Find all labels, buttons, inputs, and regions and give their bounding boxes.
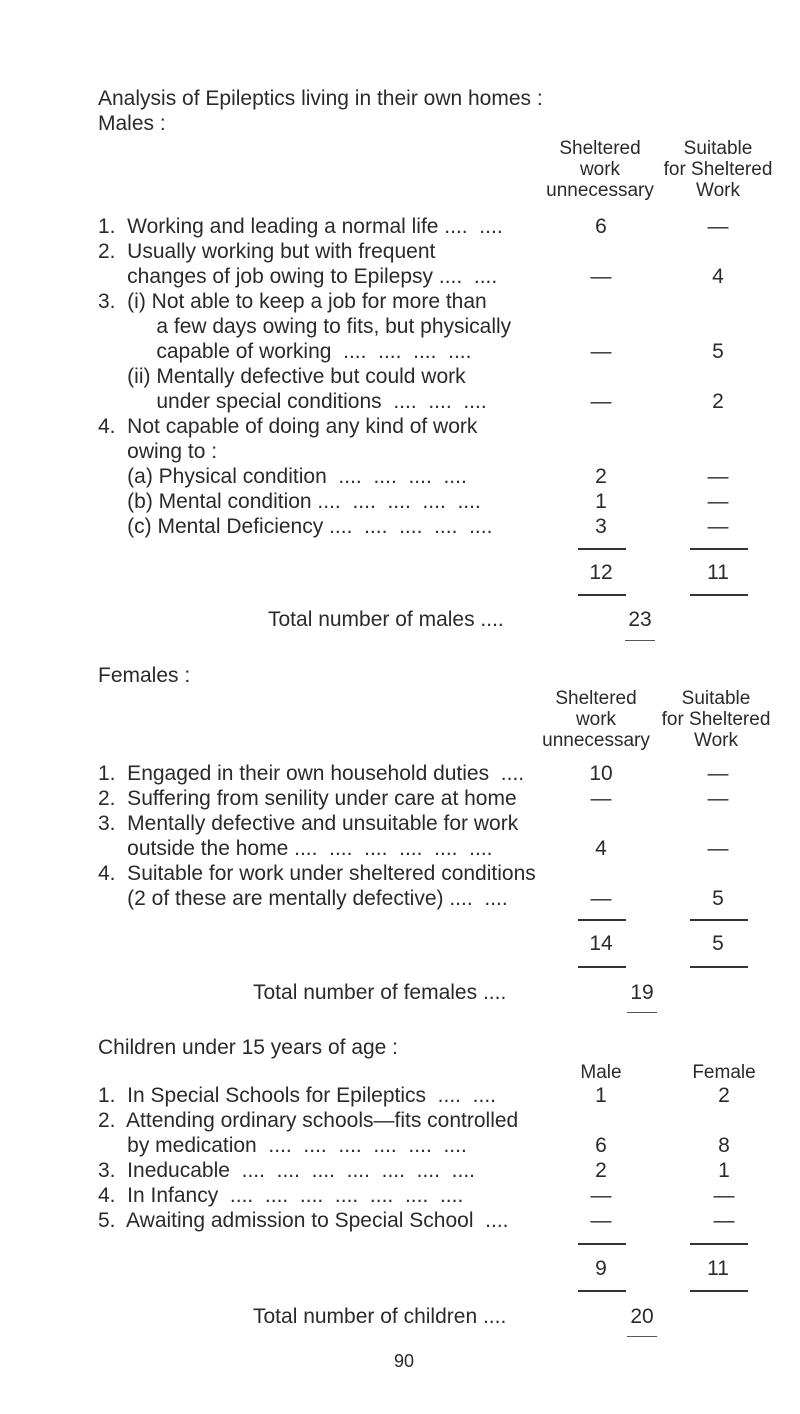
- table-row-text: 5. Awaiting admission to Special School ....: [98, 1209, 509, 1232]
- total-value: 20: [630, 1305, 654, 1328]
- table-row-text: 2. Attending ordinary schools—fits controlled: [98, 1109, 519, 1132]
- divider: [578, 919, 626, 921]
- subtotal-female: 11: [707, 1257, 729, 1280]
- header-line: unnecessary: [546, 180, 654, 201]
- header-line: work: [579, 159, 621, 180]
- divider: [578, 548, 626, 550]
- divider: [690, 966, 748, 968]
- header-line: Suitable: [683, 138, 753, 159]
- page-title: Analysis of Epileptics living in their own homes :: [98, 87, 543, 110]
- table-row-text: 1. In Special Schools for Epileptics .... ....: [98, 1084, 497, 1107]
- table-cell: 3: [595, 515, 607, 538]
- table-cell: —: [707, 787, 729, 810]
- divider: [690, 594, 748, 596]
- divider: [578, 1243, 626, 1245]
- females-col-suitable-header: [646, 688, 786, 751]
- table-row-text: (2 of these are mentally defective) .... ....: [98, 887, 508, 910]
- table-row-text: a few days owing to fits, but physically: [98, 315, 512, 338]
- divider: [625, 640, 655, 641]
- table-cell: 6: [595, 215, 607, 238]
- table-cell: 1: [718, 1159, 730, 1182]
- table-cell: —: [590, 787, 612, 810]
- header-line: Sheltered: [559, 138, 641, 159]
- table-row-text: 1. Engaged in their own household duties ....: [98, 762, 525, 785]
- table-cell: 4: [712, 265, 724, 288]
- table-row-text: 3. Mentally defective and unsuitable for work: [98, 812, 519, 835]
- table-cell: —: [590, 390, 612, 413]
- divider: [690, 548, 748, 550]
- table-cell: 8: [718, 1134, 730, 1157]
- table-row-text: 3. Ineducable .... .... .... .... .... .... ....: [98, 1159, 475, 1182]
- divider: [627, 1336, 657, 1337]
- divider: [578, 966, 626, 968]
- table-cell: 1: [595, 1084, 607, 1107]
- table-cell: —: [590, 1209, 612, 1232]
- divider: [627, 1012, 657, 1013]
- table-row-text: owing to :: [98, 440, 218, 463]
- table-row-text: (ii) Mentally defective but could work: [98, 365, 466, 388]
- total-value: 19: [630, 981, 654, 1004]
- total-label: Total number of children ....: [253, 1305, 507, 1328]
- males-heading: Males :: [98, 112, 166, 135]
- table-cell: 6: [595, 1134, 607, 1157]
- table-row-text: 4. In Infancy .... .... .... .... .... .... ....: [98, 1184, 464, 1207]
- table-cell: —: [590, 887, 612, 910]
- header-line: work: [575, 709, 617, 730]
- table-row-text: 4. Suitable for work under sheltered conditions: [98, 862, 536, 885]
- table-cell: —: [707, 515, 729, 538]
- table-row-text: (b) Mental condition .... .... .... .... ....: [98, 490, 481, 513]
- children-col-male-header: Male: [580, 1062, 622, 1083]
- subtotal-sheltered: 12: [589, 561, 613, 584]
- subtotal-suitable: 11: [707, 561, 729, 584]
- divider: [690, 1243, 748, 1245]
- children-col-female-header: Female: [692, 1062, 756, 1083]
- table-cell: 2: [718, 1084, 730, 1107]
- header-line: Work: [694, 730, 738, 751]
- females-heading: Females :: [98, 664, 191, 687]
- header-line: for Sheltered: [661, 709, 771, 730]
- table-cell: —: [713, 1184, 735, 1207]
- header-line: Work: [696, 180, 740, 201]
- table-cell: 10: [589, 762, 613, 785]
- table-cell: —: [707, 490, 729, 513]
- divider: [578, 1290, 626, 1292]
- table-cell: —: [707, 465, 729, 488]
- page-number: 90: [394, 1351, 415, 1371]
- table-row-text: by medication .... .... .... .... .... ....: [98, 1134, 467, 1157]
- table-row-text: under special conditions .... .... ....: [98, 390, 487, 413]
- females-col-sheltered-header: [531, 688, 661, 751]
- table-cell: 2: [595, 1159, 607, 1182]
- subtotal-sheltered: 14: [589, 932, 613, 955]
- table-row-text: (a) Physical condition .... .... .... ....: [98, 465, 467, 488]
- children-heading: Children under 15 years of age :: [98, 1036, 399, 1059]
- males-col-suitable-header: [648, 138, 788, 201]
- divider: [690, 1290, 748, 1292]
- males-col-sheltered-header: [535, 138, 665, 201]
- table-cell: 4: [595, 837, 607, 860]
- table-cell: 1: [595, 490, 607, 513]
- table-row-text: 3. (i) Not able to keep a job for more than: [98, 290, 487, 313]
- table-cell: 5: [712, 887, 724, 910]
- table-cell: —: [590, 265, 612, 288]
- total-label: Total number of males ....: [268, 608, 504, 631]
- subtotal-male: 9: [595, 1257, 607, 1280]
- table-cell: 2: [595, 465, 607, 488]
- header-line: unnecessary: [542, 730, 650, 751]
- divider: [578, 594, 626, 596]
- subtotal-suitable: 5: [712, 932, 724, 955]
- total-value: 23: [628, 608, 652, 631]
- table-cell: —: [590, 1184, 612, 1207]
- table-row-text: 1. Working and leading a normal life .... ....: [98, 215, 503, 238]
- table-row-text: capable of working .... .... .... ....: [98, 340, 472, 363]
- table-row-text: 2. Usually working but with frequent: [98, 240, 436, 263]
- table-row-text: (c) Mental Deficiency .... .... .... .... ....: [98, 515, 493, 538]
- table-row-text: 4. Not capable of doing any kind of work: [98, 415, 478, 438]
- table-cell: —: [590, 340, 612, 363]
- table-cell: 2: [712, 390, 724, 413]
- table-cell: —: [707, 215, 729, 238]
- table-row-text: outside the home .... .... .... .... .... ....: [98, 837, 493, 860]
- header-line: for Sheltered: [663, 159, 773, 180]
- total-label: Total number of females ....: [253, 981, 507, 1004]
- table-cell: —: [707, 837, 729, 860]
- divider: [690, 919, 748, 921]
- table-row-text: changes of job owing to Epilepsy .... ....: [98, 265, 498, 288]
- table-cell: —: [707, 762, 729, 785]
- table-cell: —: [713, 1209, 735, 1232]
- header-line: Suitable: [681, 688, 751, 709]
- header-line: Sheltered: [555, 688, 637, 709]
- table-cell: 5: [712, 340, 724, 363]
- table-row-text: 2. Suffering from senility under care at home: [98, 787, 517, 810]
